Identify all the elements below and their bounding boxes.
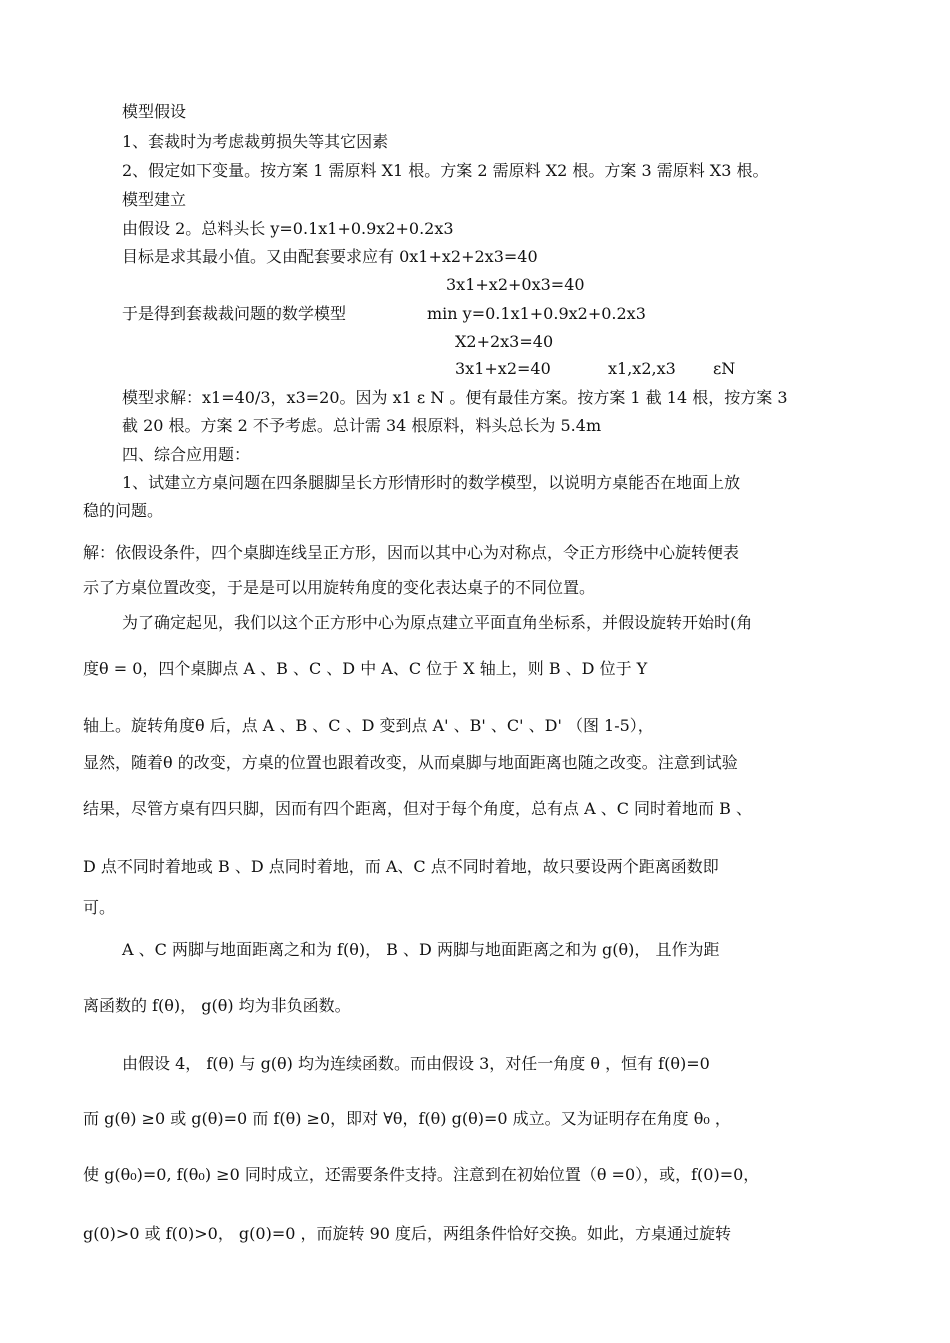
variables-list: x1,x2,x3 [608, 359, 676, 378]
constraint-line-2: 3x1+x2+0x3=40 [446, 275, 585, 294]
para-rotation-4: D 点不同时着地或 B 、D 点同时着地，而 A、C 点不同时着地，故只要设两个距离函数即 [83, 857, 719, 876]
para-continuity-3: 使 g(θ₀)=0, f(θ₀) ≥0 同时成立，还需要条件支持。注意到在初始位置（θ =0），或，f(0)=0， [83, 1165, 760, 1184]
solution-line-1: 模型求解：x1=40/3，x3=20。因为 x1 ε N 。便有最佳方案。按方案 1 截 14 根，按方案 3 [122, 388, 788, 407]
para-coordinates-1: 为了确定起见，我们以这个正方形中心为原点建立平面直角坐标系，并假设旋转开始时(角 [122, 613, 753, 632]
heading-model-assumptions: 模型假设 [122, 102, 187, 121]
constraint-line-1: 目标是求其最小值。又由配套要求应有 0x1+x2+2x3=40 [122, 247, 538, 266]
para-coordinates-2: 度θ = 0，四个桌脚点 A 、B 、C 、D 中 A、C 位于 X 轴上，则 B 、D 位于 Y [83, 659, 648, 678]
para-continuity-2: 而 g(θ) ≥0 或 g(θ)=0 而 f(θ) ≥0，即对 ∀θ，f(θ) g(θ)=0 成立。又为证明存在角度 θ₀ ， [83, 1109, 731, 1128]
assumption-2: 2、假定如下变量。按方案 1 需原料 X1 根。方案 2 需原料 X2 根。方案 3 需原料 X3 根。 [122, 161, 769, 180]
para-continuity-4: g(0)>0 或 f(0)>0， g(0)=0 ，而旋转 90 度后，两组条件恰好交换。如此，方桌通过旋转 [83, 1224, 732, 1243]
model-constraint-2: 3x1+x2=40 [455, 359, 551, 378]
solution-para-2: 示了方桌位置改变，于是是可以用旋转角度的变化表达桌子的不同位置。 [83, 578, 596, 597]
para-distance-1: A 、C 两脚与地面距离之和为 f(θ)， B 、D 两脚与地面距离之和为 g(θ)， 且作为距 [122, 940, 720, 959]
solution-para-1: 解：依假设条件，四个桌脚连线呈正方形，因而以其中心为对称点，令正方形绕中心旋转便表 [83, 543, 740, 562]
para-continuity-1: 由假设 4， f(θ) 与 g(θ) 均为连续函数。而由假设 3，对任一角度 θ ，恒有 f(θ)=0 [122, 1054, 710, 1073]
assumption-1: 1、套裁时为考虑裁剪损失等其它因素 [122, 132, 389, 151]
model-intro: 于是得到套裁裁问题的数学模型 [122, 304, 347, 323]
para-distance-2: 离函数的 f(θ)， g(θ) 均为非负函数。 [83, 996, 351, 1015]
model-constraint-1: X2+2x3=40 [455, 332, 554, 351]
problem-line-1: 1、试建立方桌问题在四条腿脚呈长方形情形时的数学模型，以说明方桌能否在地面上放 [122, 473, 741, 492]
integer-set: εN [713, 359, 736, 378]
para-rotation-3: 结果，尽管方桌有四只脚，因而有四个距离，但对于每个角度，总有点 A 、C 同时着地而 B 、 [83, 799, 752, 818]
solution-line-2: 截 20 根。方案 2 不予考虑。总计需 34 根原料，料头总长为 5.4m [122, 416, 602, 435]
section-heading: 四、综合应用题： [122, 445, 251, 464]
min-expression: min y=0.1x1+0.9x2+0.2x3 [427, 304, 646, 323]
para-rotation-5: 可。 [83, 898, 116, 917]
objective-line: 由假设 2。总料头长 y=0.1x1+0.9x2+0.2x3 [122, 219, 454, 238]
para-rotation-2: 显然，随着θ 的改变，方桌的位置也跟着改变，从而桌脚与地面距离也随之改变。注意到试验 [83, 753, 738, 772]
para-rotation-1: 轴上。旋转角度θ 后，点 A 、B 、C 、D 变到点 A' 、B' 、C' 、D' （图 1-5）， [83, 716, 654, 735]
problem-line-2: 稳的问题。 [83, 501, 164, 520]
heading-model-building: 模型建立 [122, 190, 187, 209]
